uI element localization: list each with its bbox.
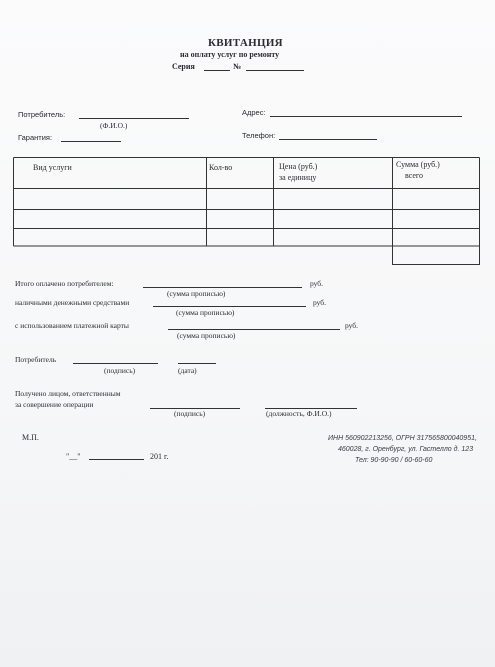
- page-title: КВИТАНЦИЯ: [208, 37, 283, 49]
- services-table: [13, 157, 480, 265]
- consumer-signature-field: [73, 363, 158, 364]
- warranty-field: [61, 141, 121, 142]
- number-label: №: [233, 62, 242, 71]
- cash-label: наличными денежными средствами: [15, 298, 130, 307]
- page-subtitle: на оплату услуг по ремонту: [180, 50, 280, 59]
- consumer-date-field: [178, 363, 216, 364]
- table-header-price: Цена (руб.): [279, 162, 318, 171]
- table-header-sum: Сумма (руб.): [396, 160, 440, 169]
- received-by-label-line2: за совершение операции: [15, 400, 94, 409]
- address-field: [270, 116, 462, 117]
- card-caption: (сумма прописью): [177, 331, 236, 340]
- total-paid-label: Итого оплачено потребителем:: [15, 279, 114, 288]
- consumer-label: Потребитель:: [18, 110, 66, 119]
- company-address: 460028, г. Оренбург, ул. Гастелло д. 123: [338, 446, 474, 453]
- received-by-label-line1: Получено лицом, ответственным: [15, 389, 121, 398]
- date-year: 201 г.: [150, 452, 169, 461]
- phone-field: [279, 139, 377, 140]
- date-month-field: [89, 459, 144, 460]
- company-inn: ИНН 560902213256, ОГРН 317565800040951,: [328, 435, 477, 442]
- card-label: с использованием платежной карты: [15, 321, 129, 330]
- date-day-quote: "__": [66, 452, 81, 461]
- consumer-field: [79, 118, 189, 119]
- consumer-signature-label: Потребитель: [15, 355, 57, 364]
- cash-caption: (сумма прописью): [176, 308, 235, 317]
- table-header-service: Вид услуги: [33, 163, 72, 172]
- table-header-price-unit: за единицу: [279, 173, 317, 182]
- series-label: Серия: [172, 62, 195, 71]
- responsible-position-caption: (должность, Ф.И.О.): [266, 409, 332, 418]
- series-field: [204, 70, 230, 71]
- card-currency: руб.: [345, 321, 358, 330]
- fio-caption: (Ф.И.О.): [100, 121, 128, 130]
- card-field: [168, 329, 340, 330]
- table-header-quantity: Кол-во: [209, 163, 233, 172]
- table-header-sum-total: всего: [405, 171, 424, 180]
- total-paid-caption: (сумма прописью): [167, 289, 226, 298]
- consumer-date-caption: (дата): [178, 366, 197, 375]
- total-paid-field: [143, 287, 302, 288]
- company-phone: Тел: 90-90-90 / 60-60-60: [355, 457, 433, 464]
- phone-label: Телефон:: [242, 131, 276, 140]
- consumer-signature-caption: (подпись): [104, 366, 136, 375]
- total-paid-currency: руб.: [310, 279, 323, 288]
- stamp-mark: М.П.: [22, 433, 39, 442]
- responsible-signature-caption: (подпись): [174, 409, 206, 418]
- cash-field: [153, 306, 306, 307]
- cash-currency: руб.: [313, 298, 326, 307]
- number-field: [246, 70, 304, 71]
- warranty-label: Гарантия:: [18, 133, 53, 142]
- address-label: Адрес:: [242, 108, 266, 117]
